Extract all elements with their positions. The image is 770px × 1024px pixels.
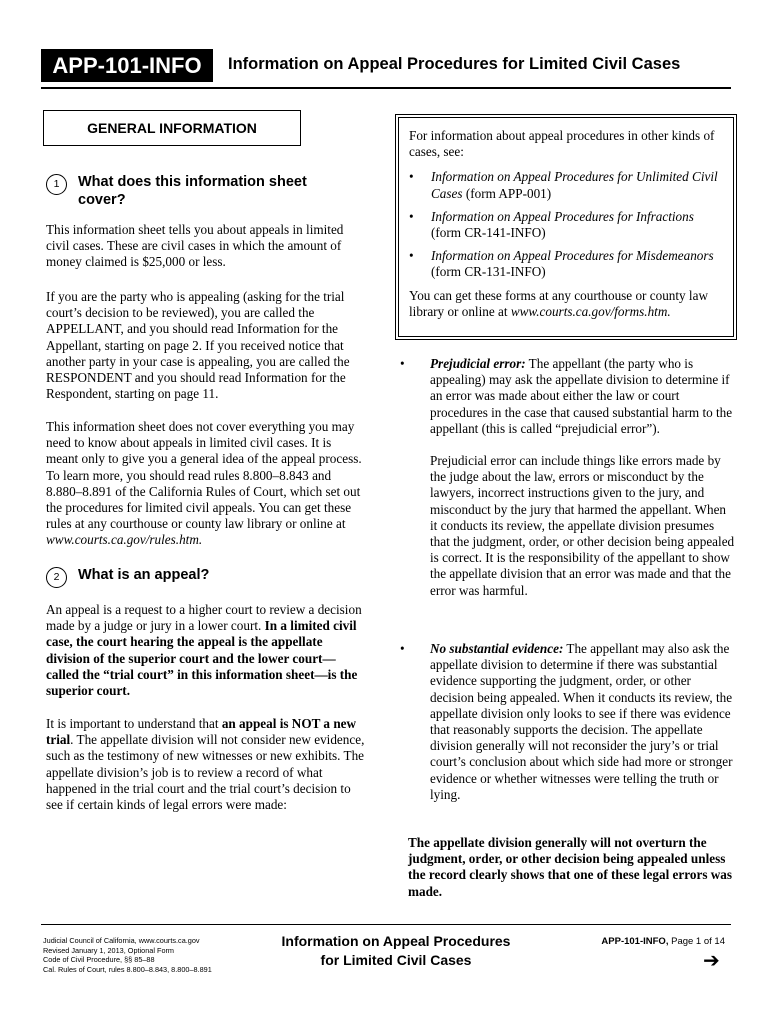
general-information-heading: GENERAL INFORMATION xyxy=(43,110,301,146)
question-1-number: 1 xyxy=(46,174,67,195)
bullet-icon: • xyxy=(409,248,414,264)
sidebox-intro: For information about appeal procedures in other kinds of cases, see: xyxy=(409,128,715,160)
prejudicial-error-body: The appellant (the party who is appealing) may ask the appellate division to determine if an error was made about either the law or court procedures in the case that caused substantial harm to the appellant (this is called “prejudicial error”). xyxy=(430,356,733,436)
footer-citation-line: Judicial Council of California, www.courts.ca.gov xyxy=(43,936,200,945)
footer-citation-line: Revised January 1, 2013, Optional Form xyxy=(43,945,175,955)
related-form-item xyxy=(409,209,723,241)
footer-citation-line: Cal. Rules of Court, rules 8.800–8.843, 8.800–8.891 xyxy=(43,964,212,974)
q2-p2-start: It is important to understand that xyxy=(46,716,222,731)
related-form-id: (form CR-141-INFO) xyxy=(431,225,546,241)
question-1-text: What does this information sheet cover? xyxy=(78,174,307,208)
footer-citations xyxy=(43,936,212,974)
related-forms-list xyxy=(409,169,723,280)
question-2-number: 2 xyxy=(46,567,67,588)
page-number xyxy=(560,936,725,947)
other-case-types-box xyxy=(395,114,737,340)
q1-paragraph-2: If you are the party who is appealing (asking for the trial court’s decision to be reviewed), you are called the APPELLANT, and you should read Information for the Appellant, starting on page 2. If you received notice that another party in your case is appealing, you are called the RESPONDENT and you should read Information for the Respondent, starting on page 11. xyxy=(46,289,350,402)
related-form-item xyxy=(409,169,723,201)
closing-statement-bold: The appellate division generally will not overturn the judgment, order, or other decision being appealed unless the record clearly shows that one of these legal errors was made. xyxy=(408,835,733,899)
prejudicial-error-item xyxy=(400,356,735,599)
no-substantial-evidence-body: The appellant may also ask the appellate division to determine if there was substantial evidence supporting the judgment, order, or other decision being appealed. When it conducts its review, the appellate division only looks to see if there was evidence that reasonably supports the decision. The appellate division generally will not reconsider the jury’s or trial court’s conclusion about which side had more or stronger evidence or whether witnesses were telling the truth or lying. xyxy=(430,641,733,802)
footer-title-line-1: Information on Appeal Procedures xyxy=(281,933,511,949)
no-substantial-evidence-text xyxy=(430,641,735,803)
related-form-id: (form CR-131-INFO) xyxy=(431,264,546,280)
bullet-icon: • xyxy=(409,169,414,185)
next-page-arrow-icon[interactable]: ➔ xyxy=(703,948,720,972)
footer-citation-line: Code of Civil Procedure, §§ 85–88 xyxy=(43,955,155,965)
footer-title xyxy=(262,932,530,970)
prejudicial-error-detail: Prejudicial error can include things like errors made by the judge about the law, errors or misconduct by the lawyers, incorrect instructions given to the jury, and misconduct by the jury that harmed the appellant. When it conducts its review, the appellate division presumes that the judgment, order, or other decision being appealed is correct. It is the responsibility of the appellant to show the appellate division that an error was made and that the error was harmful. xyxy=(430,453,735,598)
bullet-icon: • xyxy=(409,208,414,224)
question-2-heading xyxy=(46,566,346,588)
question-2-text: What is an appeal? xyxy=(78,567,210,583)
q2-p1-bold: In a limited civil case, the court hearing the appeal is the appellate division of the superior court and the lower court—called the “trial court” in this information sheet—is the superior court. xyxy=(46,618,358,699)
related-form-id: (form APP-001) xyxy=(462,185,552,201)
sidebox-outro xyxy=(409,288,723,320)
q1-paragraph-1: This information sheet tells you about appeals in limited civil cases. These are civil cases in which the amount of money claimed is $25,000 or less. xyxy=(46,222,344,270)
related-form-title: Information on Appeal Procedures for Misdemeanors xyxy=(431,248,714,264)
rules-link[interactable]: www.courts.ca.gov/rules.htm. xyxy=(46,532,203,548)
sidebox-outro-text: You can get these forms at any courthouse or county law library or online at xyxy=(409,287,708,319)
footer-form-id: APP-101-INFO, xyxy=(601,936,669,947)
q2-p1-text: An appeal is a request to a higher court to review a decision made by a judge or jury in a lower court. xyxy=(46,602,362,634)
q2-p2-bold: an appeal is NOT a new trial xyxy=(46,716,357,748)
q2-p2-end: . The appellate division will not consider new evidence, such as the testimony of new witnesses or new exhibits. The appellate division’s job is to review a record of what happened in the trial court and the trial court’s decision to see if certain kinds of legal errors were made: xyxy=(46,732,365,813)
prejudicial-error-text xyxy=(430,356,735,437)
no-substantial-evidence-item xyxy=(400,641,735,803)
footer-title-line-2: for Limited Civil Cases xyxy=(320,952,472,968)
q1-paragraph-3-text: This information sheet does not cover everything you may need to know about appeals in limited civil cases. It is meant only to give you a general idea of the appeal process. To learn more, you should read rules 8.800–8.843 and 8.880–8.891 of the California Rules of Court, which set out the procedures for limited civil appeals. You can get these rules at any courthouse or county law library or online at xyxy=(46,419,362,532)
bullet-icon: • xyxy=(400,641,405,656)
related-form-item xyxy=(409,248,723,280)
question-1-heading xyxy=(46,173,346,209)
title-divider xyxy=(41,87,731,89)
related-form-title: Information on Appeal Procedures for Unlimited Civil Cases xyxy=(431,169,718,201)
related-form-title: Information on Appeal Procedures for Infractions xyxy=(431,208,694,224)
footer-divider xyxy=(41,924,731,925)
forms-link[interactable]: www.courts.ca.gov/forms.htm. xyxy=(510,303,671,319)
bullet-icon: • xyxy=(400,356,405,371)
document-title: Information on Appeal Procedures for Limited Civil Cases xyxy=(228,55,681,73)
q1-paragraph-3 xyxy=(46,419,366,549)
q2-paragraph-2 xyxy=(46,716,366,813)
closing-statement xyxy=(408,835,733,900)
prejudicial-error-label: Prejudicial error: xyxy=(430,356,526,371)
form-id-badge: APP-101-INFO xyxy=(41,49,213,82)
no-substantial-evidence-label: No substantial evidence: xyxy=(430,641,564,656)
q2-paragraph-1 xyxy=(46,602,366,699)
footer-page-count: Page 1 of 14 xyxy=(668,936,725,947)
